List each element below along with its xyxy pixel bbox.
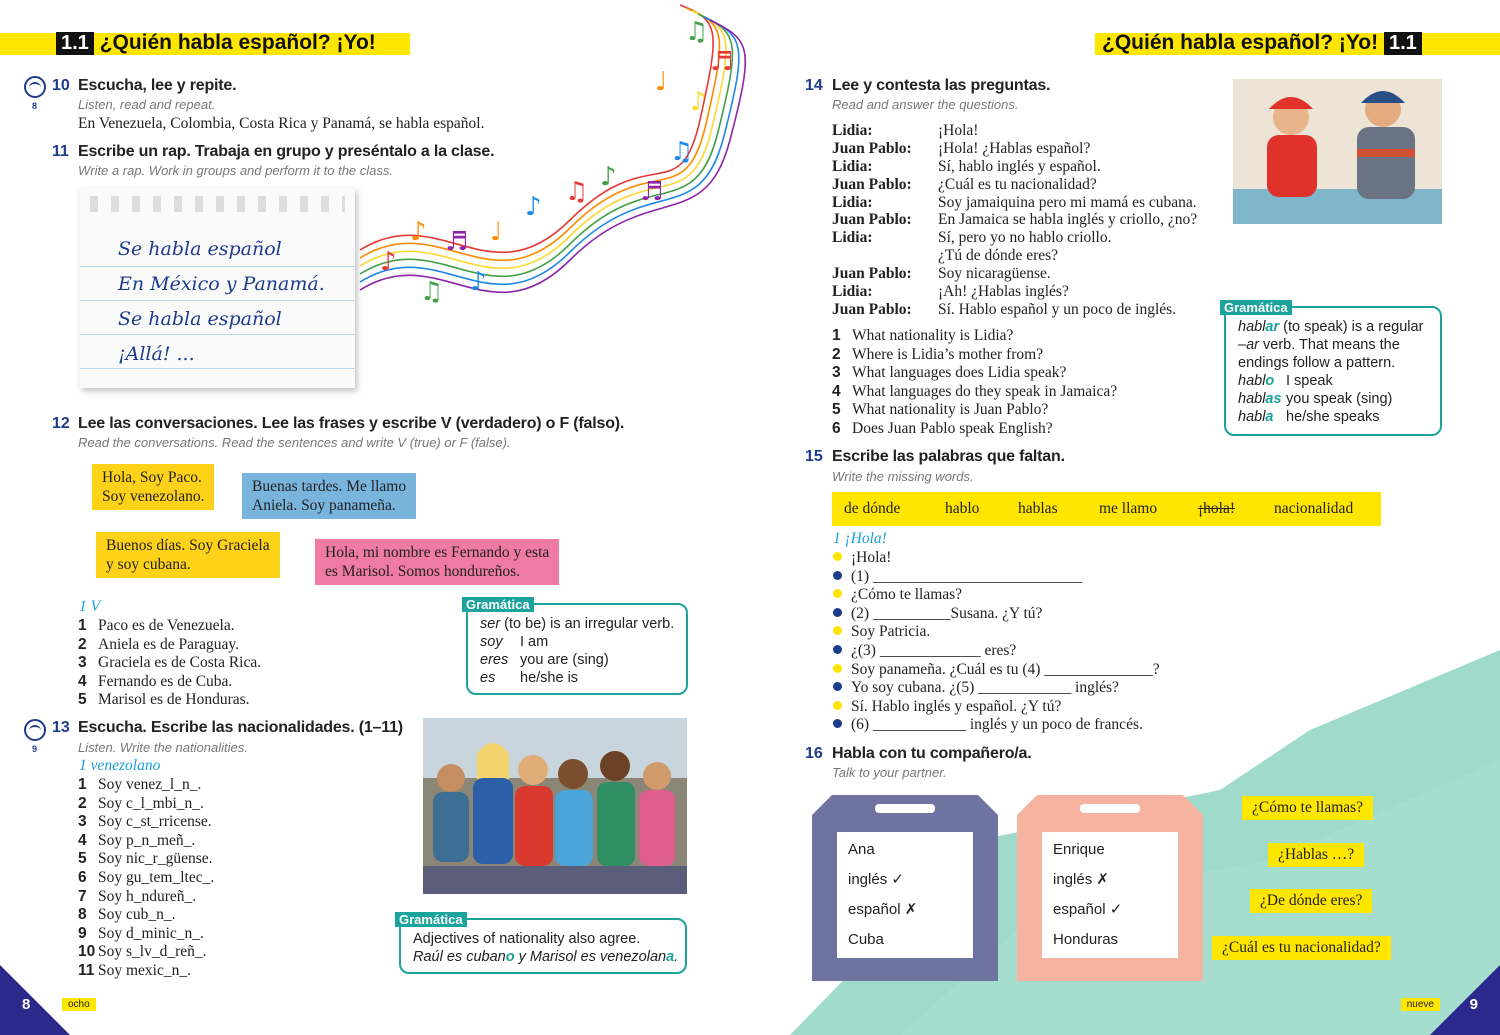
dialog-line: Juan Pablo: Sí. Hablo español y un poco de inglés. — [832, 300, 1177, 318]
grammar-box: Gramática Adjectives of nationality also agree. Raúl es cubano y Marisol es venezolana. — [399, 918, 687, 974]
grammar-box: Gramática ser (to be) is an irregular verb. soy I am eres you are (sing) es he/she is — [466, 603, 688, 695]
nationality-list — [78, 776, 214, 981]
exercise-title: Lee las conversaciones. Lee las frases y escribe V (verdadero) o F (falso). — [78, 415, 625, 432]
list-item: 4 Soy p_n_meñ_. — [78, 831, 196, 849]
list-item: 9 Soy d_minic_n_. — [78, 924, 204, 942]
exercise-subtitle: Write the missing words. — [832, 469, 974, 484]
corner-triangle — [1430, 965, 1500, 1035]
music-notes-illustration — [350, 0, 750, 340]
list-item: ¿Cómo te llamas? — [833, 586, 1160, 605]
notepad-holes — [90, 196, 345, 212]
audio-track-number: 9 — [32, 744, 38, 754]
dialog-line: Lidia: Sí, hablo inglés y español. — [832, 157, 1101, 175]
exercise-title: Escucha, lee y repite. — [78, 77, 237, 94]
dialog-line: Lidia: Soy jamaiquina pero mi mamá es cubana. — [832, 193, 1197, 211]
example-answer: 1 venezolano — [79, 757, 161, 774]
list-item: 8 Soy cub_n_. — [78, 906, 176, 924]
exercise-subtitle: Write a rap. Work in groups and perform it to the class. — [78, 163, 394, 178]
headphones-icon[interactable] — [24, 719, 46, 741]
svg-text:♬: ♬ — [710, 47, 734, 77]
list-item: 4 What languages do they speak in Jamaica? — [832, 382, 1118, 400]
unit-title-left — [56, 31, 376, 55]
rap-line: ¡Allá! ... — [118, 343, 195, 365]
exercise-number: 14 — [805, 77, 823, 94]
headphones-icon[interactable] — [24, 76, 46, 98]
list-item: (1) ___________________________ — [833, 568, 1160, 587]
list-item: Soy Patricia. — [833, 623, 1160, 642]
svg-text:♫: ♫ — [420, 277, 444, 307]
dialog-line: Juan Pablo: Soy nicaragüense. — [832, 265, 1051, 283]
exercise-subtitle: Listen. Write the nationalities. — [78, 740, 248, 755]
page-word: nueve — [1401, 998, 1440, 1011]
svg-text:♬: ♬ — [445, 227, 469, 257]
dialog — [832, 122, 1197, 319]
grammar-tag: Gramática — [395, 912, 467, 927]
notepad — [80, 188, 355, 388]
list-item: 1 Paco es de Venezuela. — [78, 617, 235, 634]
svg-text:♩: ♩ — [490, 217, 503, 247]
dialog-line: Juan Pablo: En Jamaica se habla inglés y criollo, ¿no? — [832, 211, 1198, 229]
exercise-title: Escucha. Escribe las nacionalidades. (1–11) — [78, 719, 403, 736]
exercise-title: Escribe las palabras que faltan. — [832, 448, 1065, 465]
prompt-bubble: ¿De dónde eres? — [1250, 889, 1372, 913]
grammar-tag: Gramática — [462, 597, 534, 612]
unit-number: 1.1 — [56, 32, 94, 55]
exercise-subtitle: Talk to your partner. — [832, 765, 947, 780]
exercise-number: 15 — [805, 448, 823, 465]
prompt-bubble: ¿Cuál es tu nacionalidad? — [1212, 936, 1391, 960]
list-item: 5 What nationality is Juan Pablo? — [832, 401, 1049, 419]
word-bank-item: nacionalidad — [1274, 500, 1354, 517]
speech-bubble: Hola, mi nombre es Fernando y esta es Marisol. Somos hondureños. — [315, 539, 559, 585]
list-item: 10 Soy s_lv_d_reñ_. — [78, 943, 207, 961]
corner-triangle — [0, 965, 70, 1035]
word-bank-item-used: ¡hola! — [1198, 500, 1236, 517]
exercise-text: En Venezuela, Colombia, Costa Rica y Panamá, se habla español. — [78, 115, 485, 132]
svg-text:♪: ♪ — [525, 192, 542, 222]
list-item: (2) __________Susana. ¿Y tú? — [833, 605, 1160, 624]
exercise-subtitle: Listen, read and repeat. — [78, 97, 216, 112]
speech-bubble: Buenos días. Soy Graciela y soy cubana. — [96, 532, 280, 578]
list-item: 2 Aniela es de Paraguay. — [78, 635, 240, 653]
audio-track-number: 8 — [32, 101, 38, 111]
list-item: Sí. Hablo inglés y español. ¿Y tú? — [833, 698, 1160, 717]
exercise-number: 12 — [52, 415, 70, 432]
page-number: 9 — [1469, 996, 1478, 1013]
list-item: (6) ____________ inglés y un poco de francés. — [833, 716, 1160, 735]
list-item: 6 Does Juan Pablo speak English? — [832, 419, 1053, 437]
dialog-line: Lidia: ¡Hola! — [832, 122, 979, 139]
svg-text:♫: ♫ — [565, 177, 589, 207]
exercise-number: 11 — [52, 143, 69, 160]
list-item: ¿(3) _____________ eres? — [833, 642, 1160, 661]
word-bank — [832, 492, 1381, 526]
list-item: 11 Soy mexic_n_. — [78, 961, 191, 979]
students-photo — [423, 718, 687, 894]
word-bank-item: de dónde — [844, 500, 901, 517]
unit-title-text: ¿Quién habla español? ¡Yo! — [99, 31, 376, 54]
unit-title-right — [1102, 31, 1422, 55]
unit-title-text: ¿Quién habla español? ¡Yo! — [1102, 31, 1379, 54]
page-number: 8 — [22, 996, 31, 1013]
svg-text:♫: ♫ — [670, 137, 694, 167]
exercise-number: 13 — [52, 719, 70, 736]
dialog-line: ¿Tú de dónde eres? — [938, 247, 1059, 265]
example-answer: 1 ¡Hola! — [833, 530, 887, 547]
dialog-line: Juan Pablo: ¡Hola! ¿Hablas español? — [832, 139, 1091, 157]
example-answer: 1 V — [79, 598, 101, 615]
exercise-number: 16 — [805, 745, 823, 762]
svg-text:♪: ♪ — [690, 87, 707, 117]
list-item: 6 Soy gu_tem_ltec_. — [78, 868, 215, 886]
rap-line: Se habla español — [118, 238, 282, 260]
statement-list — [78, 617, 261, 710]
list-item: 4 Fernando es de Cuba. — [78, 672, 233, 690]
right-page — [750, 0, 1500, 1035]
svg-text:♪: ♪ — [380, 247, 397, 277]
question-list — [832, 327, 1117, 439]
exercise-subtitle: Read and answer the questions. — [832, 97, 1019, 112]
svg-text:♪: ♪ — [600, 162, 617, 192]
speech-bubble: Hola, Soy Paco. Soy venezolano. — [92, 464, 214, 510]
list-item: 3 Soy c_st_rricense. — [78, 813, 212, 831]
list-item: 7 Soy h_ndureñ_. — [78, 887, 197, 905]
word-bank-item: hablo — [945, 500, 980, 517]
svg-text:♫: ♫ — [685, 17, 709, 47]
svg-text:♬: ♬ — [640, 177, 664, 207]
svg-text:♩: ♩ — [655, 67, 668, 97]
list-item: 3 What languages does Lidia speak? — [832, 364, 1067, 382]
fill-in-dialog — [833, 549, 1160, 735]
exercise-title: Lee y contesta las preguntas. — [832, 77, 1051, 94]
grammar-box: Gramática hablar (to speak) is a regular –ar verb. That means the endings follow a pattern. hablo I speak hablas you speak (sing) habla he/she speaks — [1224, 306, 1442, 436]
rap-line: En México y Panamá. — [118, 273, 325, 295]
speech-bubble: Buenas tardes. Me llamo Aniela. Soy panameña. — [242, 473, 416, 519]
id-card-2: Enrique inglés ✗ español ✓ Honduras — [1042, 832, 1178, 958]
list-item: 1 Soy venez_l_n_. — [78, 776, 202, 793]
prompt-bubble: ¿Cómo te llamas? — [1242, 796, 1373, 820]
exercise-subtitle: Read the conversations. Read the sentences and write V (true) or F (false). — [78, 435, 511, 450]
dialog-line: Lidia: ¡Ah! ¿Hablas inglés? — [832, 283, 1069, 301]
list-item: 5 Marisol es de Honduras. — [78, 691, 250, 709]
list-item: 5 Soy nic_r_güense. — [78, 850, 213, 868]
list-item: ¡Hola! — [833, 549, 1160, 568]
id-card-1: Ana inglés ✓ español ✗ Cuba — [837, 832, 973, 958]
beach-photo — [1233, 79, 1442, 224]
svg-text:♪: ♪ — [470, 267, 487, 297]
list-item: 2 Where is Lidia’s mother from? — [832, 345, 1044, 363]
exercise-title: Escribe un rap. Trabaja en grupo y preséntalo a la clase. — [78, 143, 495, 160]
word-bank-item: hablas — [1018, 500, 1058, 517]
word-bank-item: me llamo — [1099, 500, 1158, 517]
exercise-number: 10 — [52, 77, 70, 94]
unit-number: 1.1 — [1384, 32, 1422, 55]
dialog-line: Lidia: Sí, pero yo no hablo criollo. — [832, 229, 1112, 247]
rap-line: Se habla español — [118, 308, 282, 330]
exercise-title: Habla con tu compañero/a. — [832, 745, 1032, 762]
list-item: Yo soy cubana. ¿(5) ____________ inglés? — [833, 679, 1160, 698]
list-item: 3 Graciela es de Costa Rica. — [78, 654, 262, 672]
list-item: 1 What nationality is Lidia? — [832, 327, 1014, 344]
page-word: ocho — [62, 998, 96, 1011]
list-item: 2 Soy c_l_mbi_n_. — [78, 794, 204, 812]
svg-text:♪: ♪ — [410, 217, 427, 247]
list-item: Soy panameña. ¿Cuál es tu (4) ______________? — [833, 661, 1160, 680]
grammar-tag: Gramática — [1220, 300, 1292, 315]
dialog-line: Juan Pablo: ¿Cuál es tu nacionalidad? — [832, 175, 1097, 193]
prompt-bubble: ¿Hablas …? — [1268, 843, 1364, 867]
